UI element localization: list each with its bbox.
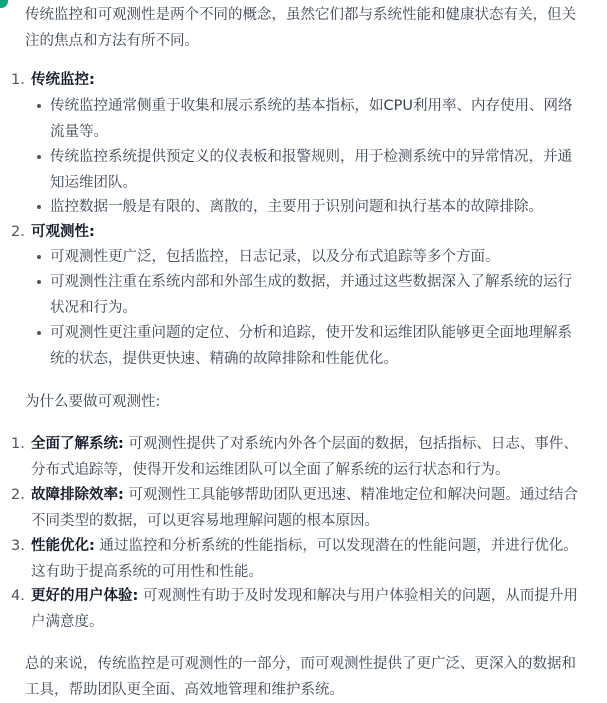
list-number: 2. [11,487,25,503]
reason-body [31,584,579,635]
reason-title: 更好的用户体验: [31,588,139,604]
bullet-text: 传统监控系统提供预定义的仪表板和报警规则，用于检测系统中的异常情况，并通知运维团队。 [50,149,572,191]
reason-text: 可观测性有助于及时发现和解决与用户体验相关的问题，从而提升用户满意度。 [31,588,578,630]
bullet-icon [37,255,41,259]
why-heading: 为什么要做可观测性: [25,394,161,410]
reason-title: 性能优化: [31,538,95,554]
comparison-title: 可观测性: [31,224,95,240]
reason-body [31,483,579,534]
comparison-title: 传统监控: [31,72,95,88]
intro-paragraph: 传统监控和可观测性是两个不同的概念，虽然它们都与系统性能和健康状态有关，但关注的焦点和方法有所不同。 [25,7,576,49]
reason-title: 全面了解系统: [31,436,124,452]
bullet-text: 传统监控通常侧重于收集和展示系统的基本指标，如CPU利用率、内存使用、网络流量等。 [50,98,573,140]
list-number: 3. [11,538,25,554]
list-number: 2. [11,224,25,240]
list-number: 1. [11,436,25,452]
bullet-text: 可观测性注重在系统内部和外部生成的数据，并通过这些数据深入了解系统的运行状况和行为。 [50,274,572,316]
reason-text: 可观测性提供了对系统内外各个层面的数据，包括指标、日志、事件、分布式追踪等，使得开发和运维团队可以全面了解系统的运行状态和行为。 [31,436,578,478]
reason-body [31,534,579,585]
assistant-avatar-icon [0,0,8,8]
list-number: 1. [11,72,25,88]
reason-body [31,432,579,483]
reason-title: 故障排除效率: [31,487,124,503]
bullet-icon [37,104,41,108]
bullet-text: 可观测性更注重问题的定位、分析和追踪，使开发和运维团队能够更全面地理解系统的状态，提供更快速、精确的故障排除和性能优化。 [50,325,572,367]
bullet-icon [37,331,41,335]
bullet-icon [37,155,41,159]
conclusion-paragraph: 总的来说，传统监控是可观测性的一部分，而可观测性提供了更广泛、更深入的数据和工具，帮助团队更全面、高效地管理和维护系统。 [25,656,576,698]
bullet-icon [37,205,41,209]
list-number: 4. [11,588,25,604]
bullet-text: 监控数据一般是有限的、离散的，主要用于识别问题和执行基本的故障排除。 [50,199,543,215]
reason-text: 可观测性工具能够帮助团队更迅速、精准地定位和解决问题。通过结合不同类型的数据，可以更容易地理解问题的根本原因。 [31,487,578,529]
reason-text: 通过监控和分析系统的性能指标，可以发现潜在的性能问题，并进行优化。这有助于提高系统的可用性和性能。 [31,538,578,580]
bullet-text: 可观测性更广泛，包括监控，日志记录，以及分布式追踪等多个方面。 [50,249,500,265]
bullet-icon [37,280,41,284]
